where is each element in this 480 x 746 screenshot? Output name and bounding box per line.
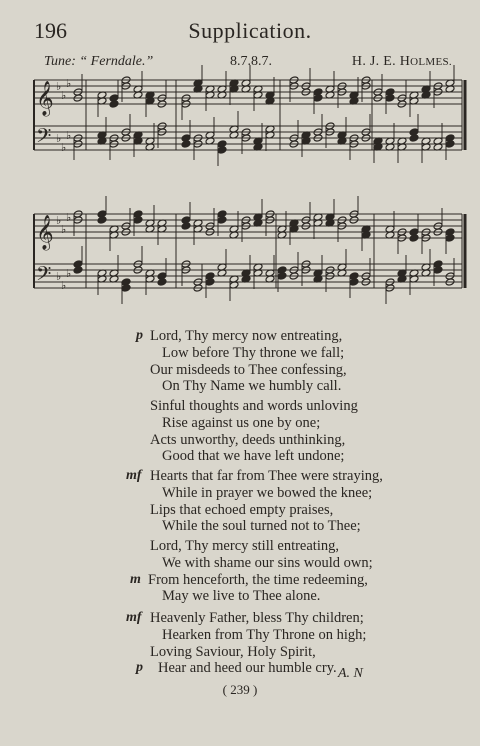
music-score bbox=[0, 0, 480, 330]
treble-clef-icon: 𝄞 bbox=[36, 81, 54, 116]
dynamic-marking: mf bbox=[126, 610, 142, 625]
dynamic-marking: p bbox=[136, 660, 143, 676]
bass-clef-icon: 𝄢 bbox=[36, 262, 52, 290]
attribution: A. N bbox=[338, 666, 363, 681]
flat-icon: ♭ bbox=[56, 270, 62, 283]
verse-line: From henceforth, the time redeeming, bbox=[148, 571, 368, 588]
dynamic-marking: m bbox=[130, 571, 141, 587]
flat-icon: ♭ bbox=[66, 129, 72, 142]
verse-line: Sinful thoughts and words unloving bbox=[150, 398, 358, 414]
flat-icon: ♭ bbox=[61, 279, 67, 292]
verse-line: Our misdeeds to Thee confessing, bbox=[150, 361, 347, 378]
verse-line: Low before Thy throne we fall; bbox=[162, 344, 345, 361]
verse-line: Good that we have left undone; bbox=[162, 448, 345, 465]
flat-icon: ♭ bbox=[66, 77, 72, 90]
verse-line: Heavenly Father, bless Thy children; bbox=[150, 610, 364, 626]
verse-line: Hear and heed our humble cry. bbox=[158, 660, 337, 677]
flat-icon: ♭ bbox=[66, 211, 72, 224]
meter: 8.7.8.7. bbox=[230, 54, 272, 69]
verse-line: Lips that echoed empty praises, bbox=[150, 501, 334, 518]
verse-line: Lord, Thy mercy still entreating, bbox=[150, 538, 339, 554]
verse-line: Acts unworthy, deeds unthinking, bbox=[150, 431, 346, 448]
flat-icon: ♭ bbox=[56, 214, 62, 227]
composer-surname: OLMES. bbox=[410, 56, 452, 68]
verse-line: May we live to Thee alone. bbox=[162, 588, 321, 605]
verse-line: Hearken from Thy Throne on high; bbox=[162, 626, 367, 643]
page-number: 196 bbox=[34, 18, 67, 43]
treble-clef-icon: 𝄞 bbox=[36, 215, 54, 250]
verse-line: We with shame our sins would own; bbox=[162, 554, 373, 571]
verse-line: While the soul turned not to Thee; bbox=[162, 518, 361, 535]
flat-icon: ♭ bbox=[61, 89, 67, 102]
dynamic-marking: p bbox=[136, 328, 143, 343]
flat-icon: ♭ bbox=[61, 223, 67, 236]
bass-clef-icon: 𝄢 bbox=[36, 124, 52, 152]
flat-icon: ♭ bbox=[61, 141, 67, 154]
composer-initials: H. J. E. H bbox=[351, 54, 411, 69]
flat-icon: ♭ bbox=[56, 132, 62, 145]
footer-page-number: ( 239 ) bbox=[222, 682, 258, 697]
verse-line: While in prayer we bowed the knee; bbox=[162, 484, 373, 501]
flat-icon: ♭ bbox=[66, 267, 72, 280]
tune-name: Tune: “ Ferndale.” bbox=[44, 54, 154, 69]
verse-line: Loving Saviour, Holy Spirit, bbox=[150, 643, 316, 660]
verse-line: Hearts that far from Thee were straying, bbox=[150, 468, 383, 484]
flat-icon: ♭ bbox=[56, 80, 62, 93]
verse-line: Rise against us one by one; bbox=[162, 414, 321, 431]
verse-line: On Thy Name we humbly call. bbox=[162, 378, 342, 395]
dynamic-marking: mf bbox=[126, 468, 142, 483]
verse-line: Lord, Thy mercy now entreating, bbox=[150, 328, 343, 344]
hymn-title: Supplication. bbox=[188, 18, 312, 43]
